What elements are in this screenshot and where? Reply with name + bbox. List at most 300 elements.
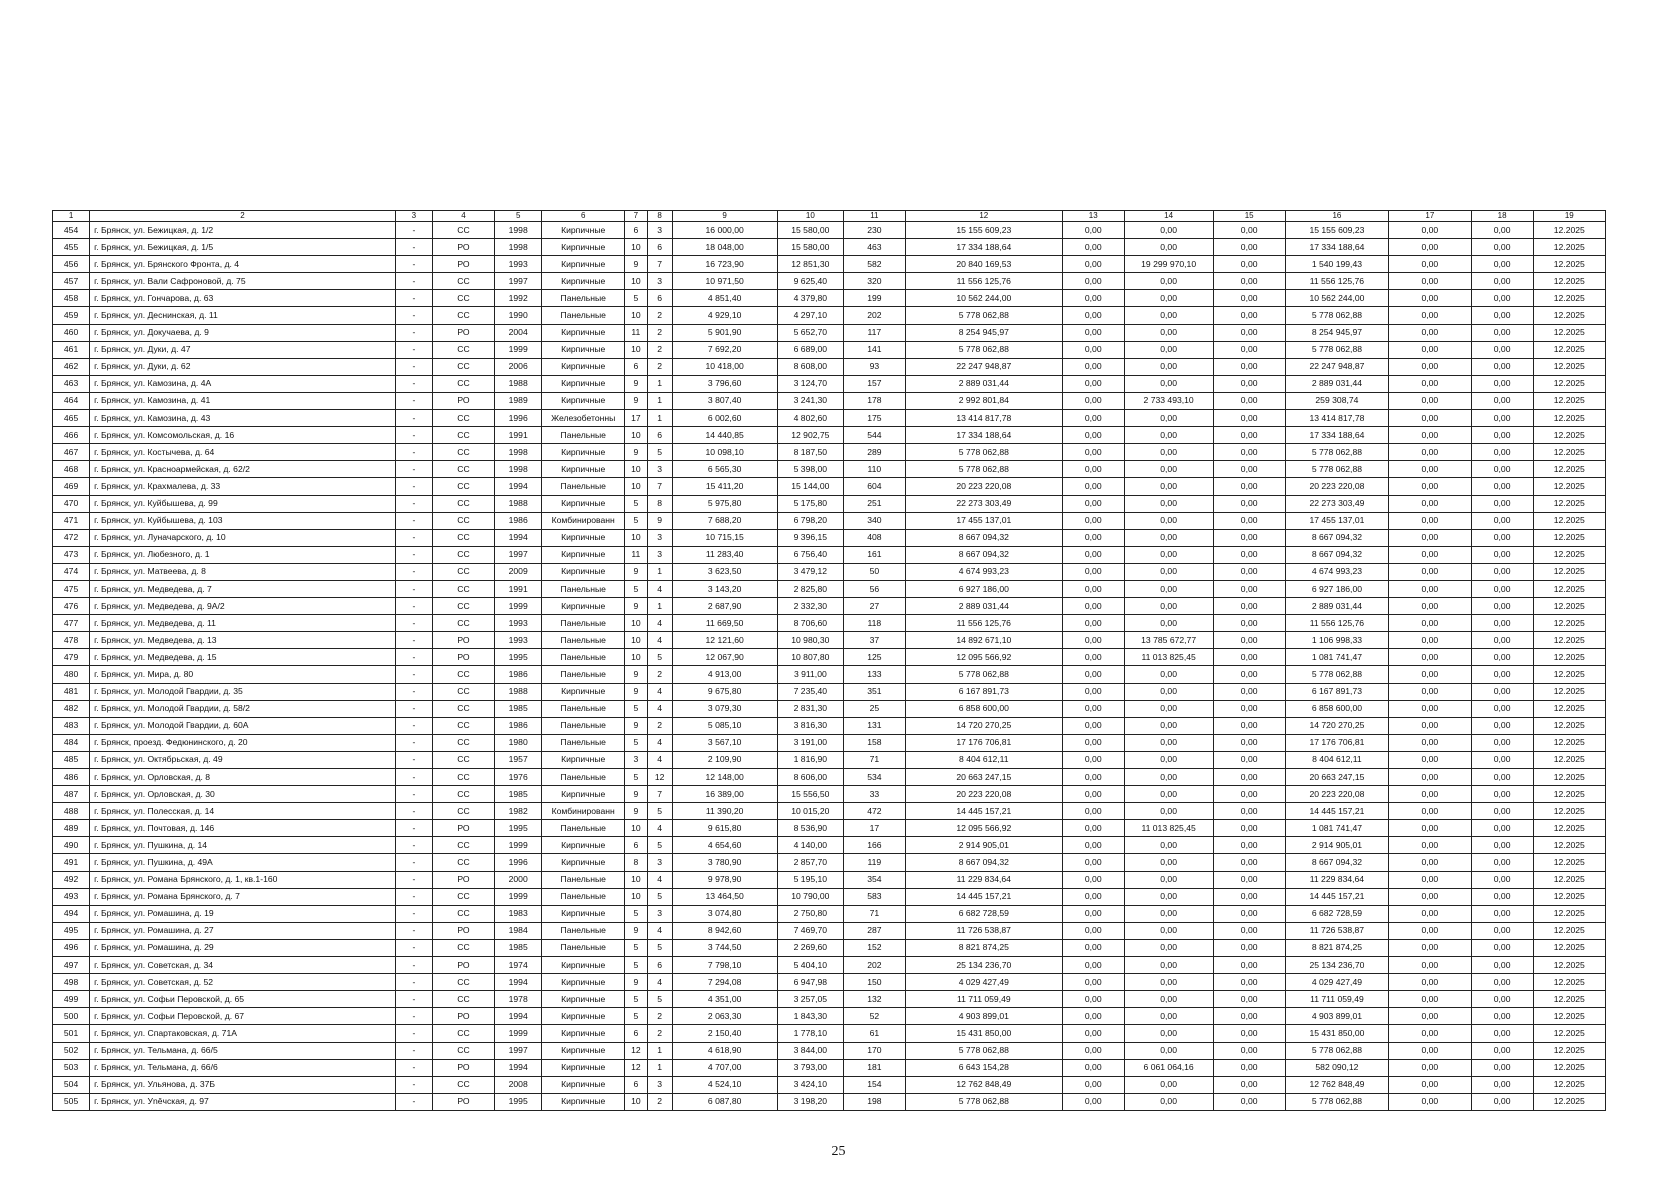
table-cell: 0,00	[1389, 974, 1472, 991]
table-cell: 0,00	[1471, 358, 1533, 375]
table-cell: -	[395, 837, 432, 854]
table-cell: Кирпичные	[542, 358, 625, 375]
table-cell: -	[395, 1042, 432, 1059]
table-cell: Панельные	[542, 871, 625, 888]
table-cell: 0,00	[1471, 239, 1533, 256]
table-cell: 12 762 848,49	[1285, 1076, 1388, 1093]
table-cell: 0,00	[1389, 324, 1472, 341]
table-cell: 0,00	[1471, 341, 1533, 358]
table-cell: 3 816,30	[777, 717, 843, 734]
table-cell: 0,00	[1124, 495, 1213, 512]
table-cell: 2 914 905,01	[905, 837, 1062, 854]
table-cell: 1988	[494, 495, 541, 512]
table-cell: 0,00	[1213, 290, 1285, 307]
table-cell: 7 294,08	[672, 974, 777, 991]
table-cell: СС	[432, 358, 494, 375]
table-cell: -	[395, 563, 432, 580]
table-cell: 0,00	[1389, 461, 1472, 478]
table-cell: 17 334 188,64	[1285, 239, 1388, 256]
table-cell: 4	[647, 734, 672, 751]
table-cell: 6 087,80	[672, 1093, 777, 1110]
table-cell: 0,00	[1124, 615, 1213, 632]
table-cell: 0,00	[1213, 273, 1285, 290]
table-cell: 0,00	[1389, 410, 1472, 427]
table-cell: 0,00	[1471, 546, 1533, 563]
table-cell: 1999	[494, 598, 541, 615]
table-cell: 0,00	[1213, 495, 1285, 512]
table-cell: 1999	[494, 837, 541, 854]
table-cell: 25 134 236,70	[905, 957, 1062, 974]
table-cell: 4 297,10	[777, 307, 843, 324]
table-cell: 11	[625, 546, 648, 563]
table-cell: 7 235,40	[777, 683, 843, 700]
table-cell: Панельные	[542, 649, 625, 666]
table-header	[53, 211, 1606, 222]
table-row	[53, 1059, 1606, 1076]
table-cell: 6 002,60	[672, 410, 777, 427]
table-cell: 5 778 062,88	[1285, 1093, 1388, 1110]
table-cell: 12 902,75	[777, 427, 843, 444]
table-cell: 9 615,80	[672, 820, 777, 837]
table-cell: 287	[843, 922, 905, 939]
table-cell: 6 756,40	[777, 546, 843, 563]
address-cell: г. Брянск, ул. Советская, д. 52	[90, 974, 396, 991]
table-cell: 12.2025	[1533, 358, 1605, 375]
table-row	[53, 734, 1606, 751]
table-row	[53, 324, 1606, 341]
column-number-9: 9	[672, 211, 777, 222]
table-cell: 0,00	[1471, 1042, 1533, 1059]
table-cell: 12 851,30	[777, 256, 843, 273]
table-cell: 0,00	[1124, 273, 1213, 290]
table-cell: 56	[843, 580, 905, 597]
address-cell: г. Брянск, ул. Медведева, д. 15	[90, 649, 396, 666]
table-cell: 9	[625, 444, 648, 461]
table-cell: 1988	[494, 683, 541, 700]
table-cell: Кирпичные	[542, 837, 625, 854]
table-cell: 157	[843, 375, 905, 392]
table-cell: 131	[843, 717, 905, 734]
table-cell: 12.2025	[1533, 769, 1605, 786]
table-cell: 71	[843, 905, 905, 922]
table-cell: Панельные	[542, 632, 625, 649]
table-cell: 14 445 157,21	[1285, 888, 1388, 905]
table-cell: 476	[53, 598, 90, 615]
address-cell: г. Брянск, ул. Ульянова, д. 37Б	[90, 1076, 396, 1093]
address-cell: г. Брянск, ул. Дуки, д. 47	[90, 341, 396, 358]
table-cell: 0,00	[1213, 358, 1285, 375]
table-cell: 0,00	[1062, 563, 1124, 580]
table-cell: 5	[625, 957, 648, 974]
table-cell: 8	[647, 495, 672, 512]
table-cell: 10	[625, 427, 648, 444]
table-cell: 0,00	[1062, 1059, 1124, 1076]
table-cell: -	[395, 991, 432, 1008]
table-cell: СС	[432, 461, 494, 478]
table-row	[53, 273, 1606, 290]
table-cell: 0,00	[1124, 375, 1213, 392]
table-cell: 20 840 169,53	[905, 256, 1062, 273]
table-cell: 0,00	[1124, 529, 1213, 546]
table-cell: 471	[53, 512, 90, 529]
table-cell: 4 618,90	[672, 1042, 777, 1059]
table-cell: -	[395, 307, 432, 324]
table-cell: 12 095 566,92	[905, 820, 1062, 837]
table-row	[53, 803, 1606, 820]
table-cell: 10	[625, 632, 648, 649]
table-cell: 1998	[494, 239, 541, 256]
table-row	[53, 632, 1606, 649]
table-cell: 8 821 874,25	[905, 939, 1062, 956]
address-cell: г. Брянск, ул. Матвеева, д. 8	[90, 563, 396, 580]
table-cell: 11 556 125,76	[1285, 273, 1388, 290]
table-cell: 20 223 220,08	[905, 478, 1062, 495]
table-cell: РО	[432, 922, 494, 939]
table-cell: СС	[432, 717, 494, 734]
table-cell: 5 975,80	[672, 495, 777, 512]
table-cell: 2	[647, 1008, 672, 1025]
table-row	[53, 222, 1606, 239]
table-cell: 3	[647, 529, 672, 546]
table-cell: СС	[432, 1042, 494, 1059]
table-cell: 12.2025	[1533, 461, 1605, 478]
table-cell: 12.2025	[1533, 529, 1605, 546]
table-cell: 202	[843, 307, 905, 324]
table-row	[53, 786, 1606, 803]
table-cell: 3 079,30	[672, 700, 777, 717]
table-cell: 2 063,30	[672, 1008, 777, 1025]
table-cell: СС	[432, 751, 494, 768]
table-row	[53, 683, 1606, 700]
table-cell: 0,00	[1062, 512, 1124, 529]
table-cell: 0,00	[1124, 922, 1213, 939]
table-cell: 12.2025	[1533, 974, 1605, 991]
table-cell: 10 971,50	[672, 273, 777, 290]
table-cell: 8 536,90	[777, 820, 843, 837]
table-cell: 475	[53, 580, 90, 597]
table-row	[53, 410, 1606, 427]
table-cell: 1997	[494, 546, 541, 563]
table-cell: 10	[625, 888, 648, 905]
table-cell: 7 688,20	[672, 512, 777, 529]
table-row	[53, 939, 1606, 956]
table-cell: 14 720 270,25	[1285, 717, 1388, 734]
table-cell: 0,00	[1389, 683, 1472, 700]
table-cell: 10	[625, 820, 648, 837]
address-cell: г. Брянск, ул. Ромашина, д. 27	[90, 922, 396, 939]
table-cell: СС	[432, 580, 494, 597]
table-cell: 12.2025	[1533, 256, 1605, 273]
address-cell: г. Брянск, ул. Уněчская, д. 97	[90, 1093, 396, 1110]
address-cell: г. Брянск, ул. Медведева, д. 11	[90, 615, 396, 632]
table-cell: 0,00	[1471, 683, 1533, 700]
table-cell: 61	[843, 1025, 905, 1042]
table-cell: 582 090,12	[1285, 1059, 1388, 1076]
table-cell: 11 726 538,87	[905, 922, 1062, 939]
table-cell: 2 889 031,44	[1285, 375, 1388, 392]
table-cell: 6	[625, 1025, 648, 1042]
table-cell: 12.2025	[1533, 922, 1605, 939]
table-cell: 354	[843, 871, 905, 888]
table-cell: СС	[432, 427, 494, 444]
table-cell: 0,00	[1389, 307, 1472, 324]
table-cell: 13 414 817,78	[905, 410, 1062, 427]
table-cell: 0,00	[1124, 666, 1213, 683]
table-row	[53, 444, 1606, 461]
table-cell: 12.2025	[1533, 888, 1605, 905]
table-cell: 0,00	[1389, 358, 1472, 375]
table-cell: 0,00	[1062, 358, 1124, 375]
table-cell: 492	[53, 871, 90, 888]
table-cell: -	[395, 273, 432, 290]
table-cell: 15 580,00	[777, 239, 843, 256]
table-cell: 0,00	[1389, 615, 1472, 632]
table-cell: Кирпичные	[542, 324, 625, 341]
table-cell: Кирпичные	[542, 1008, 625, 1025]
table-row	[53, 478, 1606, 495]
table-cell: 0,00	[1471, 991, 1533, 1008]
table-cell: 478	[53, 632, 90, 649]
table-cell: 0,00	[1062, 888, 1124, 905]
table-cell: 25 134 236,70	[1285, 957, 1388, 974]
table-cell: -	[395, 1093, 432, 1110]
table-cell: 3 844,00	[777, 1042, 843, 1059]
table-cell: 4 929,10	[672, 307, 777, 324]
table-cell: 0,00	[1389, 273, 1472, 290]
table-cell: 0,00	[1213, 1076, 1285, 1093]
table-cell: 4 140,00	[777, 837, 843, 854]
table-cell: 0,00	[1471, 290, 1533, 307]
table-cell: 2 831,30	[777, 700, 843, 717]
table-cell: 0,00	[1124, 683, 1213, 700]
table-cell: 500	[53, 1008, 90, 1025]
table-cell: 0,00	[1213, 632, 1285, 649]
table-cell: 5 778 062,88	[1285, 1042, 1388, 1059]
table-cell: -	[395, 375, 432, 392]
table-cell: 0,00	[1389, 649, 1472, 666]
table-cell: Кирпичные	[542, 598, 625, 615]
table-cell: 6 565,30	[672, 461, 777, 478]
table-cell: Панельные	[542, 307, 625, 324]
table-cell: 10 562 244,00	[905, 290, 1062, 307]
table-cell: 5 778 062,88	[905, 307, 1062, 324]
table-cell: 0,00	[1389, 495, 1472, 512]
table-cell: 12.2025	[1533, 1093, 1605, 1110]
table-cell: 10 562 244,00	[1285, 290, 1388, 307]
table-cell: 1	[647, 1042, 672, 1059]
table-cell: 0,00	[1213, 683, 1285, 700]
table-cell: 12 762 848,49	[905, 1076, 1062, 1093]
table-cell: 9	[625, 666, 648, 683]
table-cell: Панельные	[542, 939, 625, 956]
table-cell: 2 914 905,01	[1285, 837, 1388, 854]
table-cell: 1996	[494, 854, 541, 871]
table-cell: 0,00	[1213, 769, 1285, 786]
table-cell: -	[395, 820, 432, 837]
table-cell: 0,00	[1213, 392, 1285, 409]
table-row	[53, 854, 1606, 871]
table-cell: 3 124,70	[777, 375, 843, 392]
table-cell: СС	[432, 546, 494, 563]
table-cell: СС	[432, 683, 494, 700]
table-cell: 0,00	[1471, 632, 1533, 649]
column-number-6: 6	[542, 211, 625, 222]
table-cell: 12.2025	[1533, 734, 1605, 751]
table-cell: 1 778,10	[777, 1025, 843, 1042]
table-cell: 0,00	[1124, 991, 1213, 1008]
table-cell: 5 398,00	[777, 461, 843, 478]
table-cell: 12.2025	[1533, 512, 1605, 529]
table-cell: 0,00	[1389, 427, 1472, 444]
table-cell: 467	[53, 444, 90, 461]
table-cell: 16 723,90	[672, 256, 777, 273]
table-cell: 0,00	[1062, 632, 1124, 649]
table-cell: -	[395, 957, 432, 974]
table-cell: 5	[625, 580, 648, 597]
table-cell: 5 778 062,88	[905, 1042, 1062, 1059]
table-cell: 1974	[494, 957, 541, 974]
table-cell: 150	[843, 974, 905, 991]
table-cell: 0,00	[1471, 905, 1533, 922]
table-cell: 0,00	[1213, 307, 1285, 324]
table-cell: 0,00	[1124, 341, 1213, 358]
table-cell: 14 720 270,25	[905, 717, 1062, 734]
table-cell: 5 778 062,88	[1285, 307, 1388, 324]
table-cell: -	[395, 324, 432, 341]
table-cell: 0,00	[1471, 1059, 1533, 1076]
table-cell: 0,00	[1389, 598, 1472, 615]
table-cell: 6	[647, 957, 672, 974]
table-cell: 0,00	[1389, 375, 1472, 392]
table-cell: Кирпичные	[542, 1093, 625, 1110]
table-cell: 2008	[494, 1076, 541, 1093]
table-cell: 4 379,80	[777, 290, 843, 307]
table-cell: 483	[53, 717, 90, 734]
table-cell: 8 404 612,11	[1285, 751, 1388, 768]
table-cell: 12.2025	[1533, 290, 1605, 307]
table-cell: 0,00	[1471, 820, 1533, 837]
table-cell: 37	[843, 632, 905, 649]
table-cell: 7	[647, 478, 672, 495]
table-cell: 0,00	[1389, 444, 1472, 461]
table-cell: 1	[647, 392, 672, 409]
table-cell: 12 121,60	[672, 632, 777, 649]
table-cell: 166	[843, 837, 905, 854]
table-cell: 0,00	[1471, 461, 1533, 478]
table-cell: -	[395, 495, 432, 512]
table-row	[53, 580, 1606, 597]
table-cell: 5 778 062,88	[1285, 461, 1388, 478]
table-body	[53, 222, 1606, 1111]
table-cell: 3 191,00	[777, 734, 843, 751]
table-cell: 5	[625, 734, 648, 751]
table-cell: 15 155 609,23	[905, 222, 1062, 239]
table-cell: 3 479,12	[777, 563, 843, 580]
table-cell: 8 606,00	[777, 769, 843, 786]
table-cell: 5	[625, 769, 648, 786]
table-cell: 459	[53, 307, 90, 324]
address-cell: г. Брянск, ул. Любезного, д. 1	[90, 546, 396, 563]
table-cell: 4 654,60	[672, 837, 777, 854]
table-cell: 534	[843, 769, 905, 786]
table-row	[53, 974, 1606, 991]
table-cell: 175	[843, 410, 905, 427]
page-number: 25	[831, 1144, 846, 1159]
table-cell: 472	[843, 803, 905, 820]
table-cell: 12.2025	[1533, 563, 1605, 580]
table-cell: 0,00	[1389, 1093, 1472, 1110]
address-cell: г. Брянск, ул. Молодой Гвардии, д. 35	[90, 683, 396, 700]
column-number-4: 4	[432, 211, 494, 222]
table-cell: -	[395, 803, 432, 820]
table-cell: 6 927 186,00	[1285, 580, 1388, 597]
table-cell: 0,00	[1213, 871, 1285, 888]
table-cell: 11 390,20	[672, 803, 777, 820]
table-cell: 465	[53, 410, 90, 427]
table-cell: 8 254 945,97	[905, 324, 1062, 341]
table-cell: Кирпичные	[542, 392, 625, 409]
table-cell: 0,00	[1471, 1093, 1533, 1110]
table-cell: 0,00	[1213, 444, 1285, 461]
table-cell: 0,00	[1124, 939, 1213, 956]
table-cell: -	[395, 478, 432, 495]
table-cell: Панельные	[542, 666, 625, 683]
table-cell: 4	[647, 820, 672, 837]
table-cell: СС	[432, 734, 494, 751]
table-row	[53, 358, 1606, 375]
table-cell: 2004	[494, 324, 541, 341]
table-row	[53, 529, 1606, 546]
table-cell: 1995	[494, 820, 541, 837]
table-cell: 0,00	[1062, 324, 1124, 341]
table-cell: 152	[843, 939, 905, 956]
table-cell: 12.2025	[1533, 854, 1605, 871]
table-cell: 12.2025	[1533, 1025, 1605, 1042]
table-cell: 461	[53, 341, 90, 358]
table-row	[53, 905, 1606, 922]
table-cell: 0,00	[1213, 854, 1285, 871]
table-cell: 0,00	[1471, 871, 1533, 888]
table-cell: СС	[432, 495, 494, 512]
table-cell: -	[395, 683, 432, 700]
table-cell: СС	[432, 341, 494, 358]
table-cell: 4	[647, 974, 672, 991]
table-row	[53, 1093, 1606, 1110]
table-cell: 0,00	[1124, 478, 1213, 495]
table-cell: 0,00	[1389, 1076, 1472, 1093]
table-cell: 0,00	[1389, 256, 1472, 273]
address-cell: г. Брянск, ул. Софьи Перовской, д. 65	[90, 991, 396, 1008]
table-cell: 1993	[494, 632, 541, 649]
address-cell: г. Брянск, ул. Ромашина, д. 19	[90, 905, 396, 922]
table-cell: 12.2025	[1533, 324, 1605, 341]
table-cell: 482	[53, 700, 90, 717]
table-cell: 8 942,60	[672, 922, 777, 939]
table-cell: 7	[647, 256, 672, 273]
address-cell: г. Брянск, ул. Комсомольская, д. 16	[90, 427, 396, 444]
table-cell: 118	[843, 615, 905, 632]
table-cell: 8 821 874,25	[1285, 939, 1388, 956]
table-cell: 0,00	[1124, 974, 1213, 991]
address-cell: г. Брянск, ул. Софьи Перовской, д. 67	[90, 1008, 396, 1025]
column-number-5: 5	[494, 211, 541, 222]
table-cell: 8 608,00	[777, 358, 843, 375]
table-cell: -	[395, 649, 432, 666]
table-cell: 12.2025	[1533, 580, 1605, 597]
table-cell: 1 081 741,47	[1285, 820, 1388, 837]
table-cell: 1993	[494, 256, 541, 273]
table-cell: 12 148,00	[672, 769, 777, 786]
